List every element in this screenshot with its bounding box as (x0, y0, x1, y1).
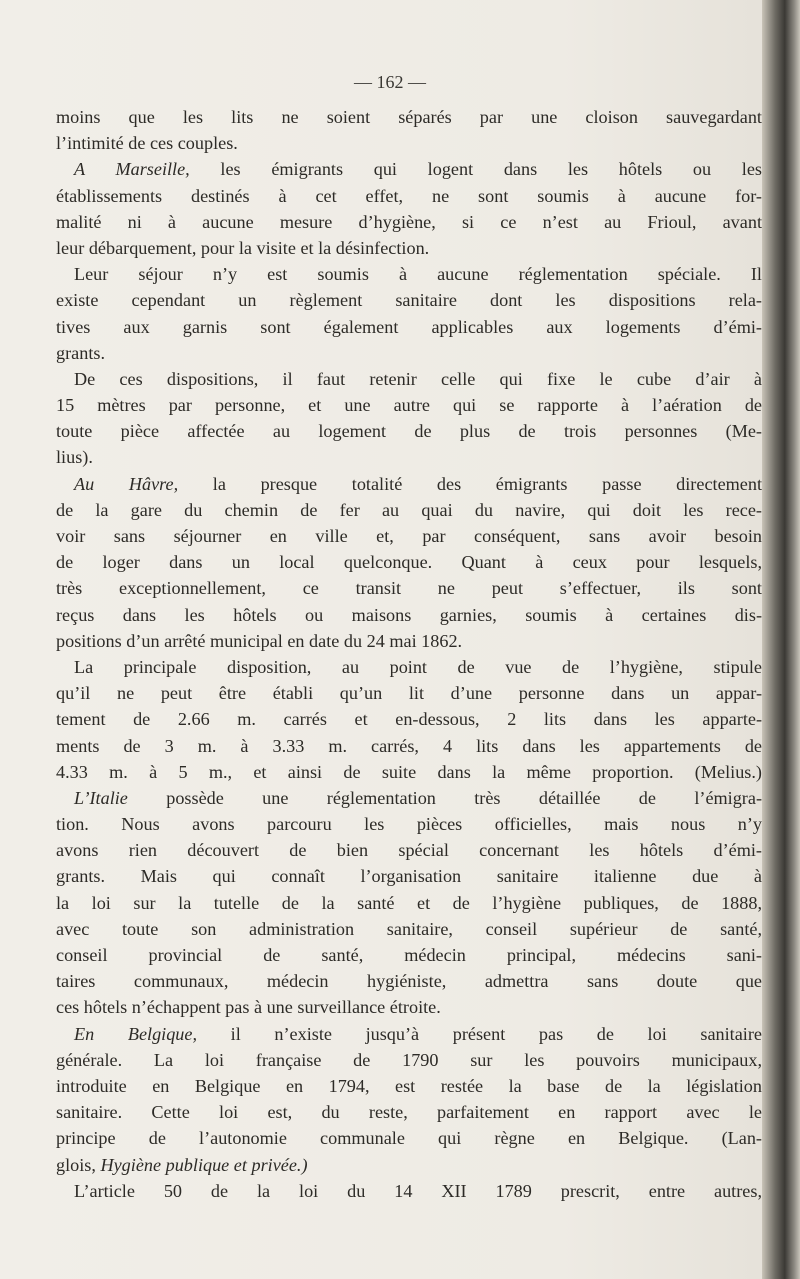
text-line (56, 706, 762, 732)
text-segment: grants. (56, 342, 105, 363)
text-line (56, 994, 762, 1020)
text-line (56, 680, 762, 706)
text-segment: L’article 50 de la loi du 14 XII 1789 prescrit, entre autres, (74, 1180, 762, 1201)
text-segment: Leur séjour n’y est soumis à aucune réglementation spéciale. Il (74, 264, 762, 285)
text-line (56, 628, 762, 654)
italic-text: En Belgique, (74, 1023, 198, 1044)
text-segment: qu’il ne peut être établi qu’un lit d’une personne dans un appar- (56, 683, 762, 704)
text-segment: il n’existe jusqu’à présent pas de loi sanitaire (197, 1023, 762, 1044)
text-segment: avons rien découvert de bien spécial concernant les hôtels d’émi- (56, 840, 762, 861)
text-segment: introduite en Belgique en 1794, est restée la base de la législation (56, 1075, 762, 1096)
text-segment: 15 mètres par personne, et une autre qui se rapporte à l’aération de (56, 395, 762, 416)
body-text (56, 104, 762, 1204)
text-segment: grants. Mais qui connaît l’organisation sanitaire italienne due à (56, 866, 762, 887)
text-line (56, 1021, 762, 1047)
text-line (56, 183, 762, 209)
text-line (56, 1047, 762, 1073)
book-binding-edge (762, 0, 800, 1279)
text-segment: glois, (56, 1154, 101, 1175)
text-line (56, 968, 762, 994)
text-line (56, 602, 762, 628)
text-segment: toute pièce affectée au logement de plus de trois personnes (Me- (56, 421, 762, 442)
text-line (56, 287, 762, 313)
text-segment: reçus dans les hôtels ou maisons garnies, soumis à certaines dis- (56, 604, 762, 625)
text-segment: moins que les lits ne soient séparés par une cloison sauvegardant (56, 107, 762, 127)
text-segment: de loger dans un local quelconque. Quant à ceux pour lesquels, (56, 552, 762, 573)
text-segment: principe de l’autonomie communale qui règne en Belgique. (Lan- (56, 1128, 762, 1149)
text-segment: De ces dispositions, il faut retenir celle qui fixe le cube d’air à (74, 368, 762, 389)
text-line (56, 890, 762, 916)
text-line (56, 471, 762, 497)
text-line (56, 156, 762, 182)
text-line (56, 549, 762, 575)
text-segment: conseil provincial de santé, médecin principal, médecins sani- (56, 945, 762, 965)
text-line (56, 366, 762, 392)
text-segment: existe cependant un règlement sanitaire dont les dispositions rela- (56, 290, 762, 311)
text-line (56, 916, 762, 942)
text-line (56, 1073, 762, 1099)
text-line (56, 837, 762, 863)
text-segment: les émigrants qui logent dans les hôtels ou les (189, 159, 762, 180)
text-line (56, 1152, 762, 1178)
italic-text: L’Italie (74, 787, 128, 808)
text-line (56, 497, 762, 523)
text-segment: très exceptionnellement, ce transit ne peut s’effectuer, ils sont (56, 578, 762, 599)
text-line (56, 104, 762, 130)
italic-text: Hygiène publique et privée.) (100, 1154, 308, 1175)
text-segment: positions d’un arrêté municipal en date du 24 mai 1862. (56, 630, 463, 651)
text-line (56, 733, 762, 759)
text-line (56, 209, 762, 235)
text-segment: La principale disposition, au point de vue de l’hygiène, stipule (74, 656, 762, 677)
text-line (56, 392, 762, 418)
text-line (56, 654, 762, 680)
page-number: — 162 — (354, 72, 426, 92)
text-segment: la presque totalité des émigrants passe directement (178, 473, 762, 494)
text-line (56, 942, 762, 968)
text-segment: ces hôtels n’échappent pas à une surveillance étroite. (56, 997, 441, 1018)
text-segment: taires communaux, médecin hygiéniste, admettra sans doute que (56, 971, 762, 992)
text-line (56, 575, 762, 601)
text-segment: la loi sur la tutelle de la santé et de l’hygiène publiques, de 1888, (56, 892, 762, 913)
text-segment: tives aux garnis sont également applicables aux logements d’émi- (56, 316, 762, 337)
text-segment: malité ni à aucune mesure d’hygiène, si ce n’est au Frioul, avant (56, 211, 762, 232)
text-line (56, 314, 762, 340)
text-line (56, 130, 762, 156)
text-line (56, 785, 762, 811)
italic-text: A Marseille, (74, 159, 190, 180)
text-segment: avec toute son administration sanitaire, conseil supérieur de santé, (56, 918, 762, 939)
text-segment: tion. Nous avons parcouru les pièces officielles, mais nous n’y (56, 814, 762, 835)
text-line (56, 1178, 762, 1204)
text-line (56, 523, 762, 549)
text-segment: 4.33 m. à 5 m., et ainsi de suite dans la même proportion. (Melius.) (56, 761, 762, 782)
text-line (56, 235, 762, 261)
text-segment: sanitaire. Cette loi est, du reste, parfaitement en rapport avec le (56, 1102, 762, 1123)
text-line (56, 418, 762, 444)
text-segment: tement de 2.66 m. carrés et en-dessous, 2 lits dans les apparte- (56, 709, 762, 730)
text-line (56, 340, 762, 366)
text-segment: l’intimité de ces couples. (56, 133, 238, 154)
text-line (56, 759, 762, 785)
text-segment: voir sans séjourner en ville et, par conséquent, sans avoir besoin (56, 526, 762, 546)
text-line (56, 811, 762, 837)
italic-text: Au Hâvre, (74, 473, 179, 494)
text-segment: de la gare du chemin de fer au quai du navire, qui doit les rece- (56, 499, 762, 520)
text-segment: ments de 3 m. à 3.33 m. carrés, 4 lits dans les appartements de (56, 735, 762, 756)
text-segment: lius). (56, 447, 93, 468)
text-line (56, 1099, 762, 1125)
text-segment: leur débarquement, pour la visite et la désinfection. (56, 237, 430, 258)
text-segment: établissements destinés à cet effet, ne sont soumis à aucune for- (56, 185, 762, 206)
text-line (56, 261, 762, 287)
text-segment: générale. La loi française de 1790 sur les pouvoirs municipaux, (56, 1049, 762, 1070)
text-segment: possède une réglementation très détaillée de l’émigra- (127, 787, 762, 808)
text-line (56, 1125, 762, 1151)
text-line (56, 863, 762, 889)
text-line (56, 444, 762, 470)
